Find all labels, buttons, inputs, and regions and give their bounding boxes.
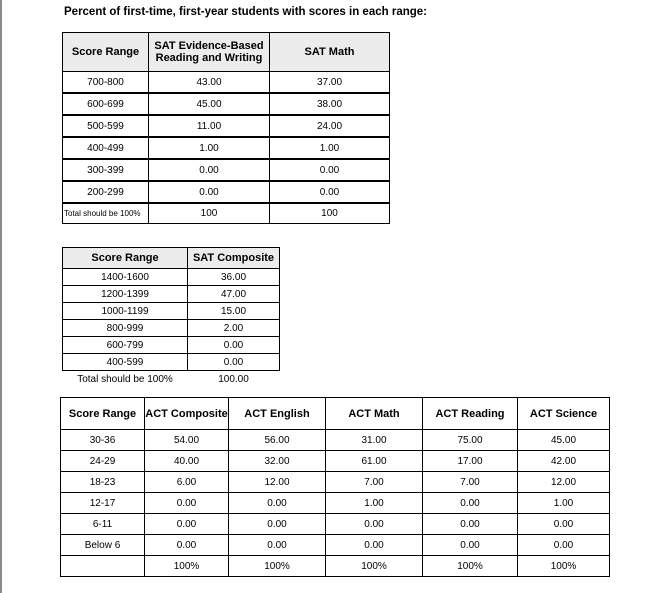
sat-composite-table	[62, 247, 280, 387]
total-label: Total should be 100%	[63, 203, 149, 224]
score-range-cell: 400-499	[63, 137, 149, 159]
score-range-cell: 30-36	[61, 430, 145, 451]
act-math-cell: 0.00	[326, 514, 423, 535]
table-header-row	[63, 33, 390, 72]
header-act-science: ACT Science	[518, 398, 610, 430]
page-heading: Percent of first-time, first-year students with scores in each range:	[64, 6, 427, 18]
act-science-cell: 1.00	[518, 493, 610, 514]
act-math-cell: 0.00	[326, 535, 423, 556]
header-score-range: Score Range	[61, 398, 145, 430]
score-range-cell: 600-799	[63, 337, 188, 354]
table-row	[63, 181, 390, 203]
act-reading-cell: 75.00	[423, 430, 518, 451]
act-science-cell: 42.00	[518, 451, 610, 472]
header-act-english: ACT English	[229, 398, 326, 430]
sat-ebrw-cell: 45.00	[149, 93, 270, 115]
act-science-cell: 45.00	[518, 430, 610, 451]
table-header-row	[61, 398, 610, 430]
act-math-cell: 31.00	[326, 430, 423, 451]
score-range-cell: 12-17	[61, 493, 145, 514]
sat-math-cell: 1.00	[270, 137, 390, 159]
sat-math-cell: 0.00	[270, 159, 390, 181]
score-range-cell: 18-23	[61, 472, 145, 493]
sat-composite-cell: 36.00	[188, 269, 280, 286]
sat-ebrw-total: 100	[149, 203, 270, 224]
act-reading-total: 100%	[423, 556, 518, 577]
header-sat-math: SAT Math	[270, 33, 390, 72]
left-border-rule	[0, 0, 2, 593]
sat-math-cell: 38.00	[270, 93, 390, 115]
sat-composite-cell: 15.00	[188, 303, 280, 320]
header-act-composite: ACT Composite	[145, 398, 229, 430]
act-reading-cell: 17.00	[423, 451, 518, 472]
table-row	[61, 493, 610, 514]
sat-ebrw-cell: 1.00	[149, 137, 270, 159]
act-composite-total: 100%	[145, 556, 229, 577]
total-row	[63, 371, 280, 388]
act-math-cell: 1.00	[326, 493, 423, 514]
table-row	[63, 337, 280, 354]
header-sat-composite: SAT Composite	[188, 248, 280, 269]
act-english-cell: 12.00	[229, 472, 326, 493]
score-range-cell: 300-399	[63, 159, 149, 181]
sat-math-total: 100	[270, 203, 390, 224]
header-score-range: Score Range	[63, 33, 149, 72]
act-science-cell: 0.00	[518, 535, 610, 556]
sat-math-cell: 37.00	[270, 72, 390, 94]
score-range-cell: 800-999	[63, 320, 188, 337]
score-range-cell: 400-599	[63, 354, 188, 371]
table-row	[63, 159, 390, 181]
act-composite-cell: 40.00	[145, 451, 229, 472]
table-row	[63, 93, 390, 115]
act-science-total: 100%	[518, 556, 610, 577]
act-composite-cell: 0.00	[145, 514, 229, 535]
score-range-cell: 700-800	[63, 72, 149, 94]
table-row	[63, 137, 390, 159]
sat-ebrw-cell: 0.00	[149, 159, 270, 181]
table-row	[61, 430, 610, 451]
table-row	[63, 269, 280, 286]
score-range-cell: 500-599	[63, 115, 149, 137]
score-range-cell: 200-299	[63, 181, 149, 203]
act-table	[60, 397, 610, 577]
act-english-cell: 0.00	[229, 493, 326, 514]
act-composite-cell: 0.00	[145, 535, 229, 556]
act-math-cell: 7.00	[326, 472, 423, 493]
table-row	[63, 115, 390, 137]
act-english-cell: 32.00	[229, 451, 326, 472]
score-range-cell: 6-11	[61, 514, 145, 535]
act-reading-cell: 7.00	[423, 472, 518, 493]
act-reading-cell: 0.00	[423, 514, 518, 535]
act-english-cell: 0.00	[229, 514, 326, 535]
total-label: Total should be 100%	[77, 373, 173, 385]
score-range-cell: 1400-1600	[63, 269, 188, 286]
total-label	[61, 556, 145, 577]
act-english-total: 100%	[229, 556, 326, 577]
table-row	[63, 72, 390, 94]
act-composite-cell: 6.00	[145, 472, 229, 493]
sat-math-cell: 24.00	[270, 115, 390, 137]
sat-composite-cell: 2.00	[188, 320, 280, 337]
table-row	[61, 535, 610, 556]
sat-composite-cell: 0.00	[188, 337, 280, 354]
table-row	[63, 303, 280, 320]
act-english-cell: 56.00	[229, 430, 326, 451]
score-range-cell: 1200-1399	[63, 286, 188, 303]
act-science-cell: 12.00	[518, 472, 610, 493]
score-range-cell: Below 6	[61, 535, 145, 556]
act-composite-cell: 0.00	[145, 493, 229, 514]
act-science-cell: 0.00	[518, 514, 610, 535]
sat-ebrw-cell: 0.00	[149, 181, 270, 203]
header-act-reading: ACT Reading	[423, 398, 518, 430]
sat-math-cell: 0.00	[270, 181, 390, 203]
table-row	[63, 286, 280, 303]
header-sat-ebrw: SAT Evidence-Based Reading and Writing	[149, 33, 270, 72]
table-row	[61, 472, 610, 493]
act-english-cell: 0.00	[229, 535, 326, 556]
table-row	[63, 320, 280, 337]
table-header-row	[63, 248, 280, 269]
total-row	[61, 556, 610, 577]
act-math-cell: 61.00	[326, 451, 423, 472]
act-math-total: 100%	[326, 556, 423, 577]
sat-composite-cell: 47.00	[188, 286, 280, 303]
sat-ebrw-cell: 43.00	[149, 72, 270, 94]
sat-composite-total: 100.00	[218, 373, 249, 385]
table-row	[63, 354, 280, 371]
act-reading-cell: 0.00	[423, 493, 518, 514]
table-row	[61, 451, 610, 472]
score-range-cell: 24-29	[61, 451, 145, 472]
sat-composite-cell: 0.00	[188, 354, 280, 371]
act-reading-cell: 0.00	[423, 535, 518, 556]
score-range-cell: 600-699	[63, 93, 149, 115]
table-row	[61, 514, 610, 535]
total-row	[63, 203, 390, 224]
header-act-math: ACT Math	[326, 398, 423, 430]
sat-ebrw-cell: 11.00	[149, 115, 270, 137]
act-composite-cell: 54.00	[145, 430, 229, 451]
header-score-range: Score Range	[63, 248, 188, 269]
sat-sections-table	[62, 32, 390, 224]
score-range-cell: 1000-1199	[63, 303, 188, 320]
